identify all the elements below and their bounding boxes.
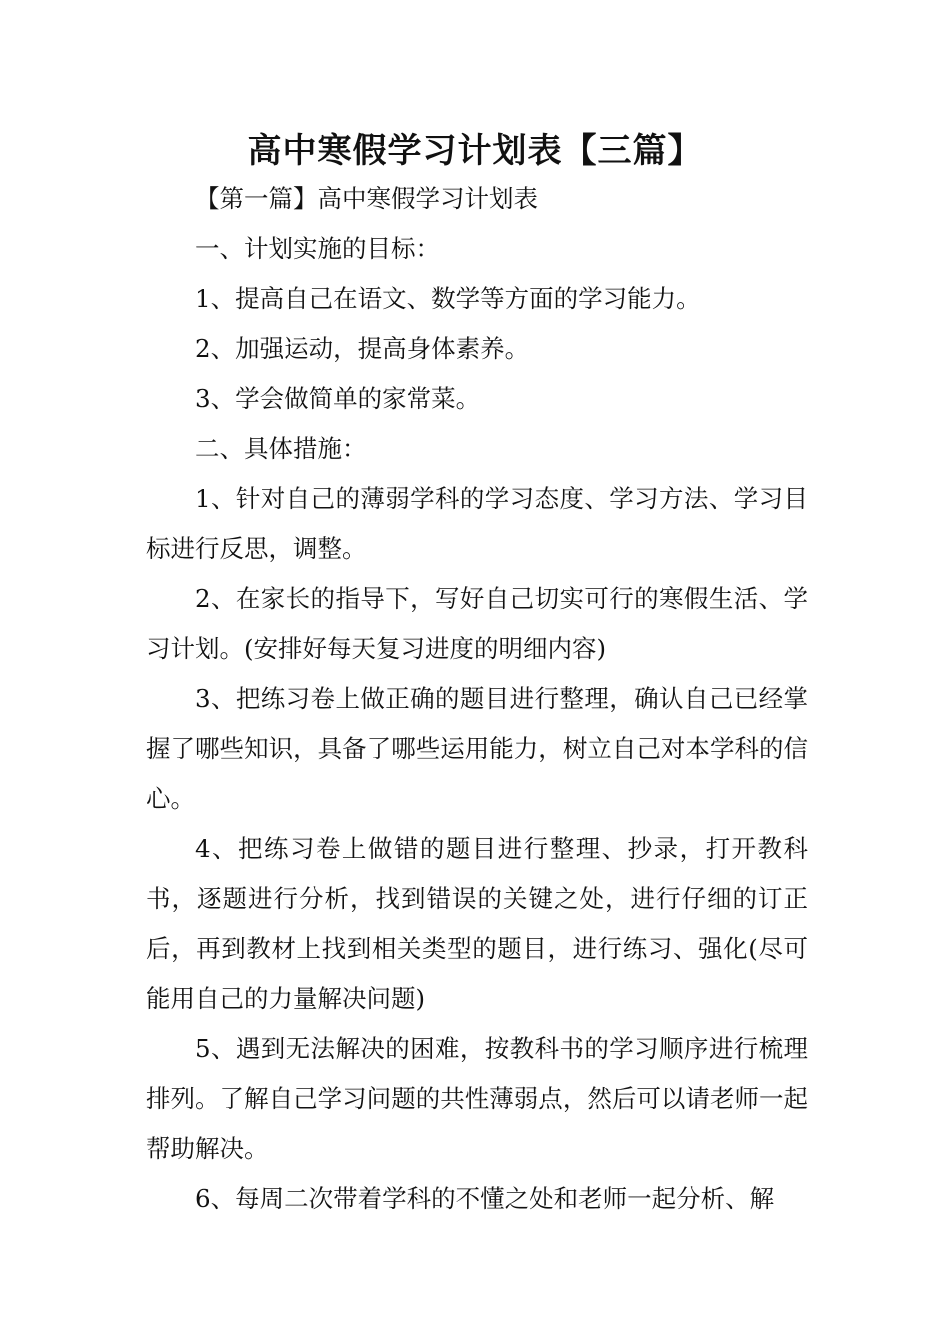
goal-item: 3、学会做简单的家常菜。 xyxy=(195,384,481,413)
goal-item: 2、加强运动，提高身体素养。 xyxy=(195,334,530,363)
goal-item: 1、提高自己在语文、数学等方面的学习能力。 xyxy=(195,284,701,313)
subheading-goals: 一、计划实施的目标： xyxy=(195,234,440,263)
measure-item: 4、把练习卷上做错的题目进行整理、抄录，打开教科书，逐题进行分析，找到错误的关键之处，进行仔细的订正后，再到教材上找到相关类型的题目，进行练习、强化(尽可能用自己的力量解决问题) xyxy=(146,834,808,1013)
measure-item: 6、每周二次带着学科的不懂之处和老师一起分析、解 xyxy=(195,1184,775,1213)
document-body xyxy=(146,174,808,1224)
document-title: 高中寒假学习计划表【三篇】 xyxy=(247,131,703,171)
measure-item: 1、针对自己的薄弱学科的学习态度、学习方法、学习目标进行反思，调整。 xyxy=(146,484,808,563)
subheading-measures: 二、具体措施： xyxy=(195,434,367,463)
section-heading: 【第一篇】高中寒假学习计划表 xyxy=(195,184,538,213)
measure-item: 3、把练习卷上做正确的题目进行整理，确认自己已经掌握了哪些知识，具备了哪些运用能力，树立自己对本学科的信心。 xyxy=(146,684,808,813)
measure-item: 2、在家长的指导下，写好自己切实可行的寒假生活、学习计划。(安排好每天复习进度的明细内容) xyxy=(146,584,808,663)
measure-item: 5、遇到无法解决的困难，按教科书的学习顺序进行梳理排列。了解自己学习问题的共性薄弱点，然后可以请老师一起帮助解决。 xyxy=(146,1034,808,1163)
